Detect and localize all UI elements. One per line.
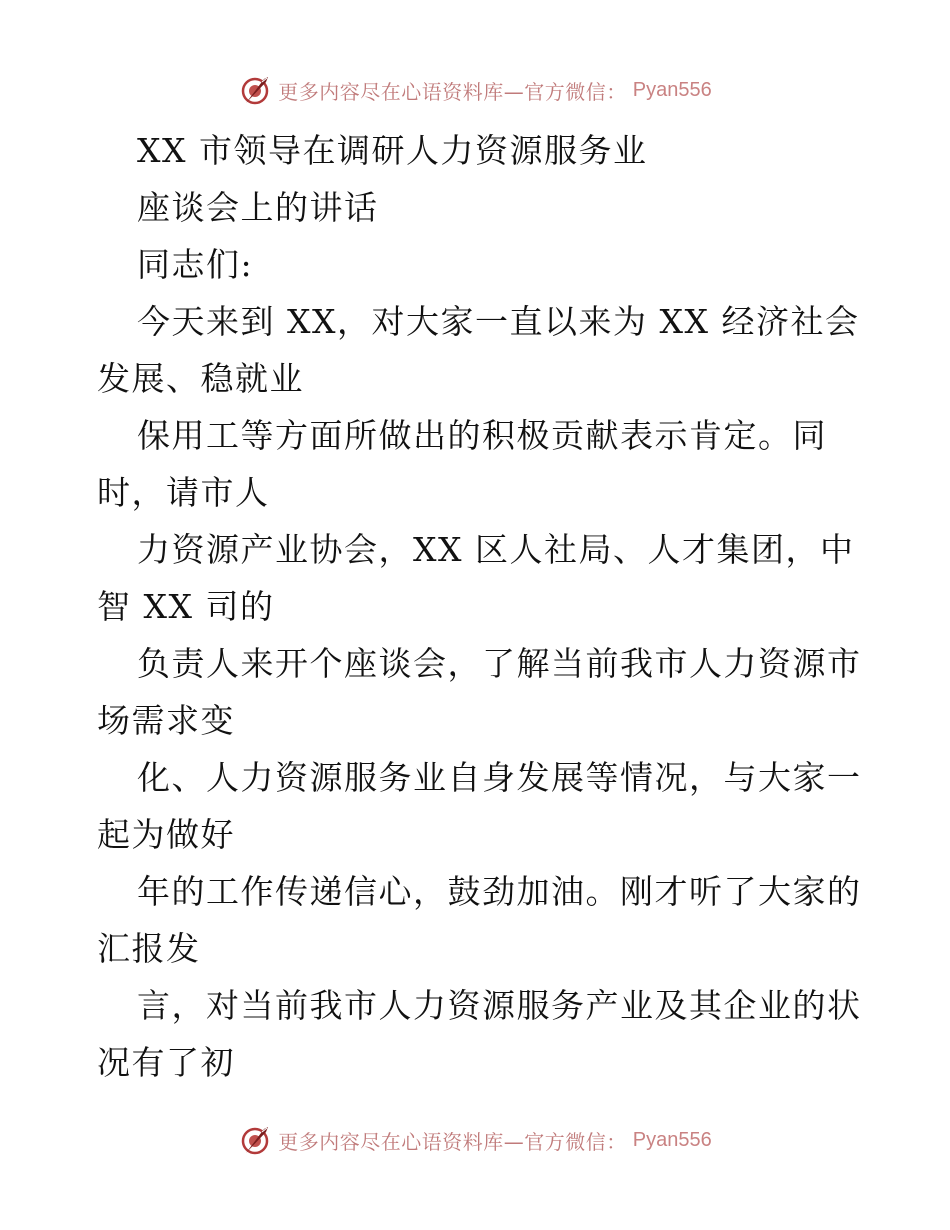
doc-line: 起为做好 xyxy=(97,815,235,854)
doc-line: 年的工作传递信心，鼓劲加油。刚才听了大家的 xyxy=(137,872,862,911)
watermark-group xyxy=(238,73,711,107)
watermark-handle: Pyan556 xyxy=(632,78,712,101)
doc-line: 保用工等方面所做出的积极贡献表示肯定。同 xyxy=(137,416,827,455)
doc-line: 智 XX 司的 xyxy=(97,587,275,626)
doc-line: 负责人来开个座谈会，了解当前我市人力资源市 xyxy=(137,644,862,683)
doc-line: 时，请市人 xyxy=(97,473,270,512)
doc-line: 今天来到 XX，对大家一直以来为 XX 经济社会 xyxy=(137,302,860,341)
watermark-group xyxy=(238,1123,711,1157)
doc-line: 汇报发 xyxy=(97,929,201,968)
doc-line: 言，对当前我市人力资源服务产业及其企业的状 xyxy=(137,986,862,1025)
document-body xyxy=(97,122,862,1091)
doc-line: 况有了初 xyxy=(97,1043,235,1082)
watermark-handle: Pyan556 xyxy=(632,1128,712,1151)
doc-line: 同志们: xyxy=(137,245,254,284)
doc-line: 发展、稳就业 xyxy=(97,359,304,398)
doc-line: 化、人力资源服务业自身发展等情况，与大家一 xyxy=(137,758,862,797)
watermark-text: 更多内容尽在心语资料库—官方微信： xyxy=(278,1129,627,1154)
quill-logo-icon xyxy=(238,73,272,107)
watermark-text: 更多内容尽在心语资料库—官方微信： xyxy=(278,79,627,104)
doc-line: 力资源产业协会，XX 区人社局、人才集团，中 xyxy=(137,530,855,569)
doc-line: 座谈会上的讲话 xyxy=(137,188,379,227)
quill-logo-icon xyxy=(238,1123,272,1157)
doc-line: 场需求变 xyxy=(97,701,235,740)
doc-line: XX 市领导在调研人力资源服务业 xyxy=(137,131,648,170)
footer-watermark xyxy=(0,1120,950,1160)
header-watermark xyxy=(0,70,950,110)
